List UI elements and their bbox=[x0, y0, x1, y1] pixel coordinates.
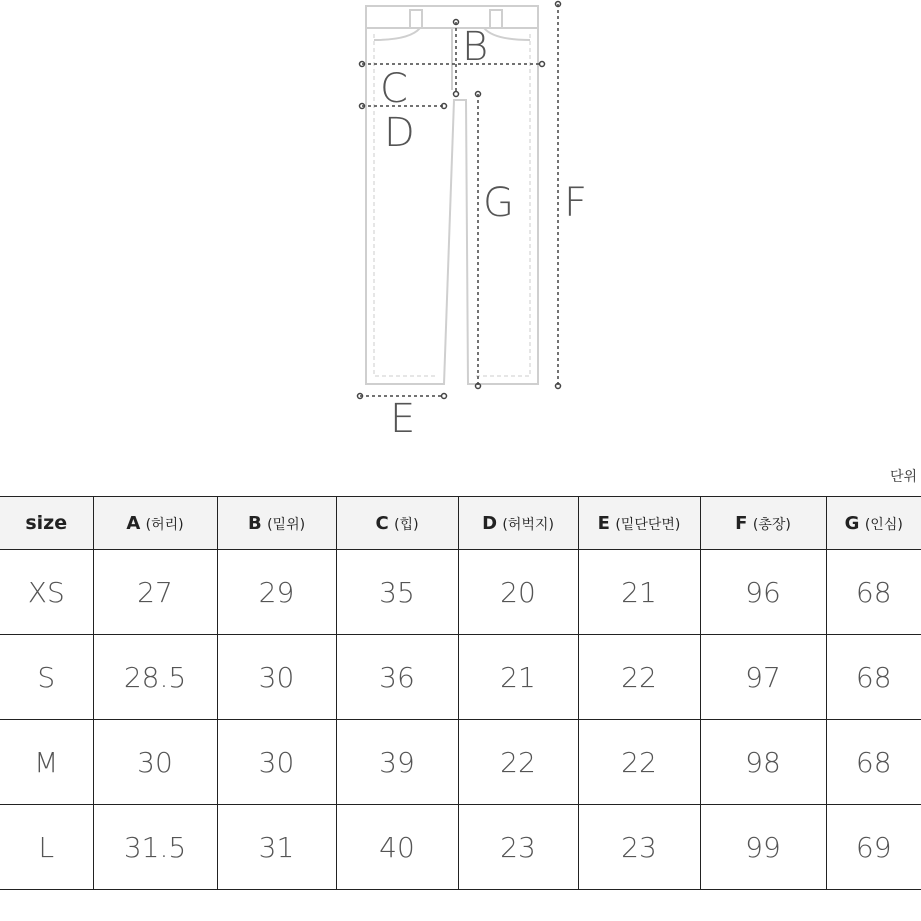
belt-loop-right bbox=[490, 10, 502, 28]
table-header-row bbox=[0, 497, 921, 550]
cell-c: 36 bbox=[336, 635, 458, 720]
label-c: C bbox=[380, 66, 408, 112]
cell-a: 31.5 bbox=[93, 805, 217, 890]
table-row bbox=[0, 550, 921, 635]
header-e-key: E bbox=[597, 512, 610, 534]
label-b: B bbox=[462, 24, 489, 70]
cell-c: 39 bbox=[336, 720, 458, 805]
header-d-key: D bbox=[482, 512, 498, 534]
header-c-key: C bbox=[375, 512, 389, 534]
cell-f: 97 bbox=[700, 635, 826, 720]
belt-loop-left bbox=[410, 10, 422, 28]
header-g-sub: (인심) bbox=[864, 516, 903, 533]
cell-a: 28.5 bbox=[93, 635, 217, 720]
cell-a: 27 bbox=[93, 550, 217, 635]
cell-g: 68 bbox=[826, 550, 921, 635]
header-b bbox=[217, 497, 336, 550]
header-a-key: A bbox=[126, 512, 141, 534]
label-e: E bbox=[390, 396, 416, 440]
header-a bbox=[93, 497, 217, 550]
cell-f: 98 bbox=[700, 720, 826, 805]
header-c-sub: (힙) bbox=[394, 516, 419, 533]
header-d bbox=[458, 497, 578, 550]
cell-e: 23 bbox=[578, 805, 700, 890]
cell-e: 21 bbox=[578, 550, 700, 635]
cell-size: S bbox=[0, 635, 93, 720]
cell-c: 40 bbox=[336, 805, 458, 890]
measurement-lines bbox=[360, 4, 558, 396]
header-e-sub: (밑단단면) bbox=[615, 516, 681, 533]
cell-e: 22 bbox=[578, 720, 700, 805]
header-f-key: F bbox=[735, 512, 748, 534]
label-d: D bbox=[384, 110, 415, 156]
cell-g: 68 bbox=[826, 720, 921, 805]
cell-c: 35 bbox=[336, 550, 458, 635]
header-f-sub: (총장) bbox=[752, 516, 791, 533]
cell-size: XS bbox=[0, 550, 93, 635]
table-row bbox=[0, 635, 921, 720]
cell-d: 22 bbox=[458, 720, 578, 805]
table-row bbox=[0, 805, 921, 890]
right-pocket bbox=[484, 28, 530, 40]
header-b-sub: (밑위) bbox=[267, 516, 306, 533]
cell-e: 22 bbox=[578, 635, 700, 720]
header-f bbox=[700, 497, 826, 550]
header-g-key: G bbox=[844, 512, 860, 534]
header-d-sub: (허벅지) bbox=[502, 516, 554, 533]
label-g: G bbox=[483, 180, 514, 226]
header-size: size bbox=[0, 497, 93, 550]
cell-b: 31 bbox=[217, 805, 336, 890]
cell-b: 30 bbox=[217, 720, 336, 805]
waistband bbox=[366, 6, 538, 28]
cell-a: 30 bbox=[93, 720, 217, 805]
pants-measurement-diagram bbox=[0, 0, 921, 440]
left-pocket bbox=[374, 28, 420, 40]
cell-f: 96 bbox=[700, 550, 826, 635]
cell-b: 30 bbox=[217, 635, 336, 720]
header-a-sub: (허리) bbox=[145, 516, 184, 533]
label-f: F bbox=[564, 180, 588, 226]
cell-size: L bbox=[0, 805, 93, 890]
cell-g: 69 bbox=[826, 805, 921, 890]
cell-d: 21 bbox=[458, 635, 578, 720]
cell-size: M bbox=[0, 720, 93, 805]
header-e bbox=[578, 497, 700, 550]
unit-label: 단위 bbox=[889, 469, 917, 485]
table-row bbox=[0, 720, 921, 805]
cell-f: 99 bbox=[700, 805, 826, 890]
header-b-key: B bbox=[247, 512, 262, 534]
cell-b: 29 bbox=[217, 550, 336, 635]
cell-g: 68 bbox=[826, 635, 921, 720]
size-chart-table bbox=[0, 496, 921, 890]
cell-d: 20 bbox=[458, 550, 578, 635]
header-c bbox=[336, 497, 458, 550]
header-g bbox=[826, 497, 921, 550]
cell-d: 23 bbox=[458, 805, 578, 890]
